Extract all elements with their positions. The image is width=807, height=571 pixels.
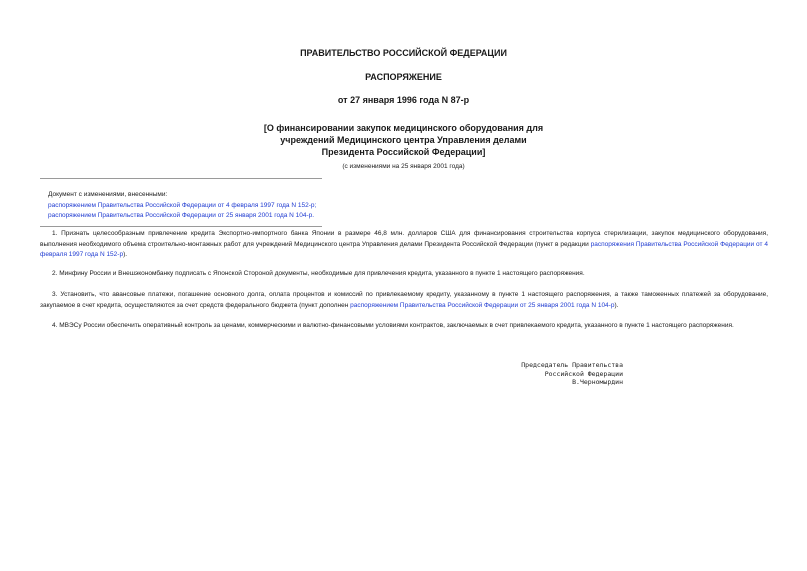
paragraph-tail: ). (614, 301, 619, 309)
document-title (0, 122, 807, 158)
amendment-note: (с изменениями на 25 января 2001 года) (342, 163, 465, 170)
paragraph-text: 1. Признать целесообразным привлечение кредита Экспортно-импортного банка Японии в размере 46,8 млн. долларов США для финансирования строительства корпуса стерилизации, закупок медицинского оборудования, выполнения необходимого объема строительно-монтажных работ для учреждений Медицинского центра Управления делами Президента Российской Федерации (пункт в редакции (40, 230, 768, 248)
signature-position: Российской Федерации (544, 369, 623, 378)
divider (40, 178, 322, 179)
document-type-heading: РАСПОРЯЖЕНИЕ (365, 72, 442, 82)
paragraph-text: 2. Минфину России и Внешэкономбанку подписать с Японской Стороной документы, необходимые для привлечения кредита, указанного в пункте 1 настоящего распоряжения. (52, 270, 585, 277)
paragraph-link[interactable]: распоряжением Правительства Российской Федерации от 25 января 2001 года N 104-р (350, 301, 615, 309)
title-line: Президента Российской Федерации] (321, 147, 486, 157)
divider (40, 226, 322, 227)
paragraph-2 (40, 269, 768, 280)
date-number-heading: от 27 января 1996 года N 87-р (337, 95, 470, 105)
paragraph-text: 4. МВЭСу России обеспечить оперативный контроль за ценами, коммерческими и валютно-финансовыми условиями контрактов, заключаемых в счет привлекаемого кредита, указанного в пункте 1 настоящего распоряжения. (52, 322, 734, 329)
signature-position: Председатель Правительства (521, 361, 623, 369)
paragraph-1 (40, 229, 768, 261)
amendment-link[interactable]: распоряжением Правительства Российской Федерации от 25 января 2001 года N 104-р. (48, 212, 315, 219)
government-heading: ПРАВИТЕЛЬСТВО РОССИЙСКОЙ ФЕДЕРАЦИИ (300, 48, 507, 58)
signature-name: В.Черномырдин (572, 378, 623, 386)
paragraph-text: 3. Установить, что авансовые платежи, погашение основного долга, оплата процентов и комиссий по привлекаемому кредиту, указанному в пункте 1 настоящего распоряжения, а также таможенных платежей за оборудование, закупаемое в счет кредита, осуществляются за счет средств федерального бюджета (пункт дополнен (40, 291, 768, 309)
signature-block (505, 361, 623, 387)
amended-by-block (48, 190, 316, 222)
amendment-link[interactable]: распоряжением Правительства Российской Федерации от 4 февраля 1997 года N 152-р; (48, 201, 317, 209)
paragraph-3 (40, 290, 768, 311)
paragraph-tail: ). (123, 251, 128, 258)
title-line: учреждений Медицинского центра Управления делами (280, 135, 527, 145)
paragraph-4 (40, 321, 768, 332)
amended-by-intro: Документ с изменениями, внесенными: (48, 191, 168, 198)
paragraph-link[interactable]: распоряжения Правительства Российской Федерации от 4 февраля 1997 года N 152-р (40, 240, 768, 258)
title-line: [О финансировании закупок медицинского оборудования для (263, 123, 544, 133)
